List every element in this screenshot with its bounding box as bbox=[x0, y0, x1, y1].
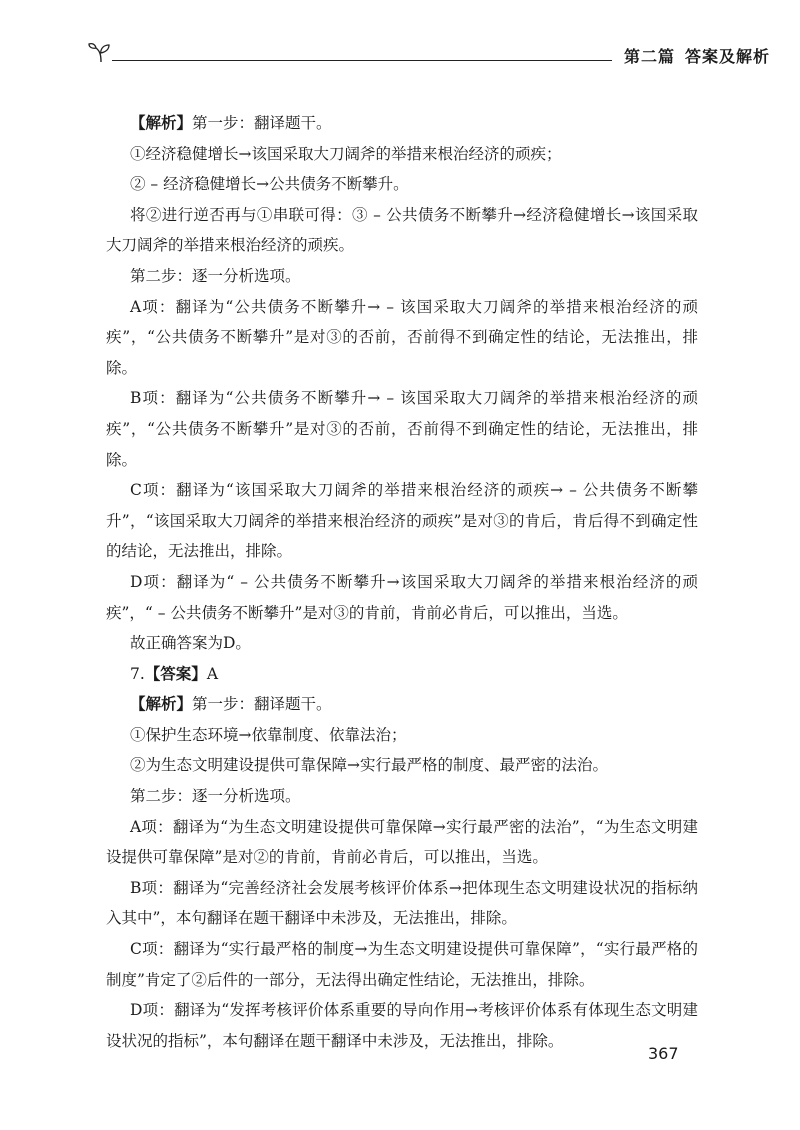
header-chapter-title: 答案及解析 bbox=[685, 47, 771, 66]
paragraph: B项：翻译为“完善经济社会发展考核评价体系→把体现生态文明建设状况的指标纳入其中”，本句翻译在题干翻译中未涉及，无法推出，排除。 bbox=[106, 878, 698, 928]
paragraph: ②为生态文明建设提供可靠保障→实行最严格的制度、最严密的法治。 bbox=[130, 756, 608, 775]
paragraph-text: 第一步：翻译题干。 bbox=[192, 114, 332, 132]
paragraph: D项：翻译为“ – 公共债务不断攀升→该国采取大刀阔斧的举措来根治经济的顽疾”，“ – 公共债务不断攀升”是对③的肯前，肯前必肯后，可以推出，当选。 bbox=[106, 572, 698, 622]
paragraph: 第二步：逐一分析选项。 bbox=[130, 266, 301, 285]
paragraph: 将②进行逆否再与①串联可得：③ – 公共债务不断攀升→经济稳健增长→该国采取大刀阔斧的举措来根治经济的顽疾。 bbox=[106, 205, 698, 255]
paragraph: B项：翻译为“公共债务不断攀升→ – 该国采取大刀阔斧的举措来根治经济的顽疾”，“公共债务不断攀升”是对③的否前，否前得不到确定性的结论，无法推出，排除。 bbox=[106, 389, 698, 469]
header-rule bbox=[112, 60, 612, 61]
paragraph bbox=[106, 108, 698, 139]
paragraph: D项：翻译为“发挥考核评价体系重要的导向作用→考核评价体系有体现生态文明建设状况的指标”，本句翻译在题干翻译中未涉及，无法推出，排除。 bbox=[106, 1001, 698, 1050]
paragraph: C项：翻译为“实行最严格的制度→为生态文明建设提供可靠保障”，“实行最严格的制度”肯定了②后件的一部分，无法得出确定性结论，无法推出，排除。 bbox=[106, 940, 698, 989]
page-body bbox=[106, 108, 698, 1056]
page-number: 367 bbox=[648, 1044, 679, 1063]
answer-tag: 【答案】 bbox=[144, 664, 207, 683]
analysis-tag: 【解析】 bbox=[130, 695, 193, 714]
paragraph: 第二步：逐一分析选项。 bbox=[130, 787, 301, 806]
paragraph: ①经济稳健增长→该国采取大刀阔斧的举措来根治经济的顽疾； bbox=[130, 144, 562, 163]
paragraph bbox=[106, 689, 698, 720]
paragraph: C项：翻译为“该国采取大刀阔斧的举措来根治经济的顽疾→ – 公共债务不断攀升”，“该国采取大刀阔斧的举措来根治经济的顽疾”是对③的肯后，肯后得不到确定性的结论，无法推出，排除。 bbox=[106, 481, 698, 561]
paragraph: 故正确答案为D。 bbox=[130, 634, 251, 653]
paragraph: ①保护生态环境→依靠制度、依靠法治； bbox=[130, 725, 407, 744]
paragraph: ② – 经济稳健增长→公共债务不断攀升。 bbox=[130, 175, 409, 194]
header-title bbox=[624, 44, 770, 67]
paragraph: A项：翻译为“为生态文明建设提供可靠保障→实行最严密的法治”，“为生态文明建设提供可靠保障”是对②的肯前，肯前必肯后，可以推出，当选。 bbox=[106, 817, 698, 867]
analysis-tag: 【解析】 bbox=[130, 114, 193, 132]
question-number: 7. bbox=[130, 664, 145, 683]
paragraph: A项：翻译为“公共债务不断攀升→ – 该国采取大刀阔斧的举措来根治经济的顽疾”，“公共债务不断攀升”是对③的否前，否前得不到确定性的结论，无法推出，排除。 bbox=[106, 297, 698, 377]
header-section: 第二篇 bbox=[624, 47, 676, 66]
paragraph-text: 第一步：翻译题干。 bbox=[192, 695, 332, 714]
answer-line bbox=[106, 659, 698, 690]
sprout-icon bbox=[88, 40, 114, 64]
page-header bbox=[88, 40, 771, 70]
answer-value: A bbox=[206, 664, 219, 683]
